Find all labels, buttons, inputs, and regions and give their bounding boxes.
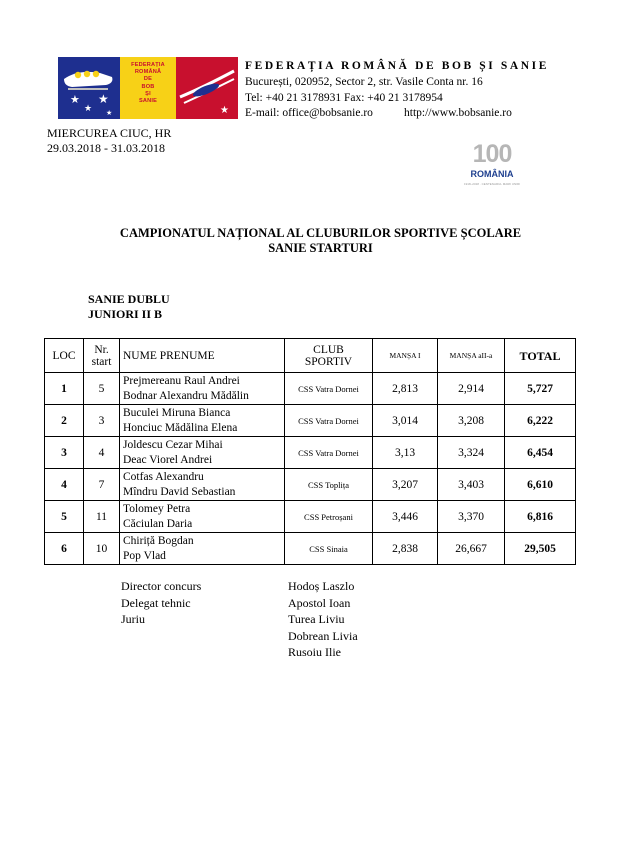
age-group: JUNIORI II B [88,307,163,321]
cell-loc: 5 [45,501,84,533]
event-dates: 29.03.2018 - 31.03.2018 [47,141,165,155]
table-row [45,533,576,565]
logo-text: FEDERAȚIA ROMÂNĂ DE BOB ȘI SANIE [131,62,165,105]
romania-centenary-logo [462,139,522,191]
cell-run2: 2,914 [438,373,505,405]
cell-run2: 3,324 [438,437,505,469]
table-row [45,501,576,533]
table-row [45,469,576,501]
svg-text:★: ★ [84,103,93,113]
federation-logo [58,57,238,119]
header-run1: MANȘA I [373,339,438,373]
svg-text:★: ★ [106,109,113,117]
header-name: NUME PRENUME [120,339,285,373]
cell-names: Chiriță Bogdan Pop Vlad [120,533,285,565]
cell-club: CSS Vatra Dornei [285,373,373,405]
cell-run2: 3,403 [438,469,505,501]
cell-names: Tolomey Petra Căciulan Daria [120,501,285,533]
table-row [45,373,576,405]
cell-loc: 4 [45,469,84,501]
director-label: Director concurs [121,579,202,593]
header-club: CLUB SPORTIV [285,339,373,373]
cell-run2: 3,208 [438,405,505,437]
centenary-tagline: 1918–2018 · CENTENARUL MARII UNIRI [463,182,521,186]
cell-run1: 2,838 [373,533,438,565]
cell-names: Cotfas Alexandru Mîndru David Sebastian [120,469,285,501]
cell-loc: 3 [45,437,84,469]
cell-total: 6,816 [505,501,576,533]
federation-website: http://www.bobsanie.ro [404,107,512,119]
cell-start: 7 [84,469,120,501]
delegate-name: Apostol Ioan [288,596,351,610]
cell-start: 4 [84,437,120,469]
jury-member: Rusoiu Ilie [288,645,341,659]
cell-names: Prejmereanu Raul Andrei Bodnar Alexandru Mădălin [120,373,285,405]
header-loc: LOC [45,339,84,373]
cell-names: Joldescu Cezar Mihai Deac Viorel Andrei [120,437,285,469]
centenary-word: ROMÂNIA [470,169,514,179]
table-row [45,405,576,437]
header-total: TOTAL [505,339,576,373]
logo-red-panel [176,57,238,119]
header-start: Nr. start [84,339,120,373]
table-row [45,437,576,469]
federation-phone: Tel: +40 21 3178931 Fax: +40 21 3178954 [245,92,443,104]
luge-icon [176,57,238,119]
cell-total: 6,222 [505,405,576,437]
jury-label: Juriu [121,612,145,626]
cell-run1: 3,207 [373,469,438,501]
cell-run2: 26,667 [438,533,505,565]
cell-start: 10 [84,533,120,565]
delegate-label: Delegat tehnic [121,596,191,610]
jury-member: Turea Liviu [288,612,345,626]
cell-loc: 2 [45,405,84,437]
cell-start: 3 [84,405,120,437]
cell-total: 29,505 [505,533,576,565]
jury-member: Dobrean Livia [288,629,358,643]
federation-name: FEDERAȚIA ROMÂNĂ DE BOB ȘI SANIE [245,60,549,72]
federation-address: București, 020952, Sector 2, str. Vasile Conta nr. 16 [245,76,483,88]
cell-start: 5 [84,373,120,405]
cell-club: CSS Toplița [285,469,373,501]
event-location: MIERCUREA CIUC, HR [47,126,172,140]
cell-run2: 3,370 [438,501,505,533]
event-title: CAMPIONATUL NAȚIONAL AL CLUBURILOR SPORTIVE ȘCOLARE [119,226,522,240]
cell-start: 11 [84,501,120,533]
event-subtitle: SANIE STARTURI [268,241,373,255]
cell-club: CSS Petroșani [285,501,373,533]
cell-run1: 2,813 [373,373,438,405]
category: SANIE DUBLU [88,292,170,306]
cell-loc: 6 [45,533,84,565]
logo-blue-panel [58,57,120,119]
cell-loc: 1 [45,373,84,405]
director-name: Hodoș Laszlo [288,579,355,593]
bobsleigh-icon [58,57,120,119]
cell-club: CSS Sinaia [285,533,373,565]
cell-run1: 3,014 [373,405,438,437]
cell-run1: 3,446 [373,501,438,533]
header-run2: MANȘA aII-a [438,339,505,373]
results-table [44,338,576,565]
cell-total: 5,727 [505,373,576,405]
svg-text:★: ★ [98,92,109,106]
federation-email: E-mail: office@bobsanie.ro [245,107,373,119]
cell-total: 6,454 [505,437,576,469]
cell-run1: 3,13 [373,437,438,469]
cell-club: CSS Vatra Dornei [285,405,373,437]
table-header [45,339,576,373]
svg-text:★: ★ [70,94,80,106]
cell-names: Buculei Miruna Bianca Honciuc Mădălina Elena [120,405,285,437]
cell-total: 6,610 [505,469,576,501]
centenary-number: 100 [472,140,512,168]
cell-club: CSS Vatra Dornei [285,437,373,469]
svg-text:★: ★ [220,105,229,116]
